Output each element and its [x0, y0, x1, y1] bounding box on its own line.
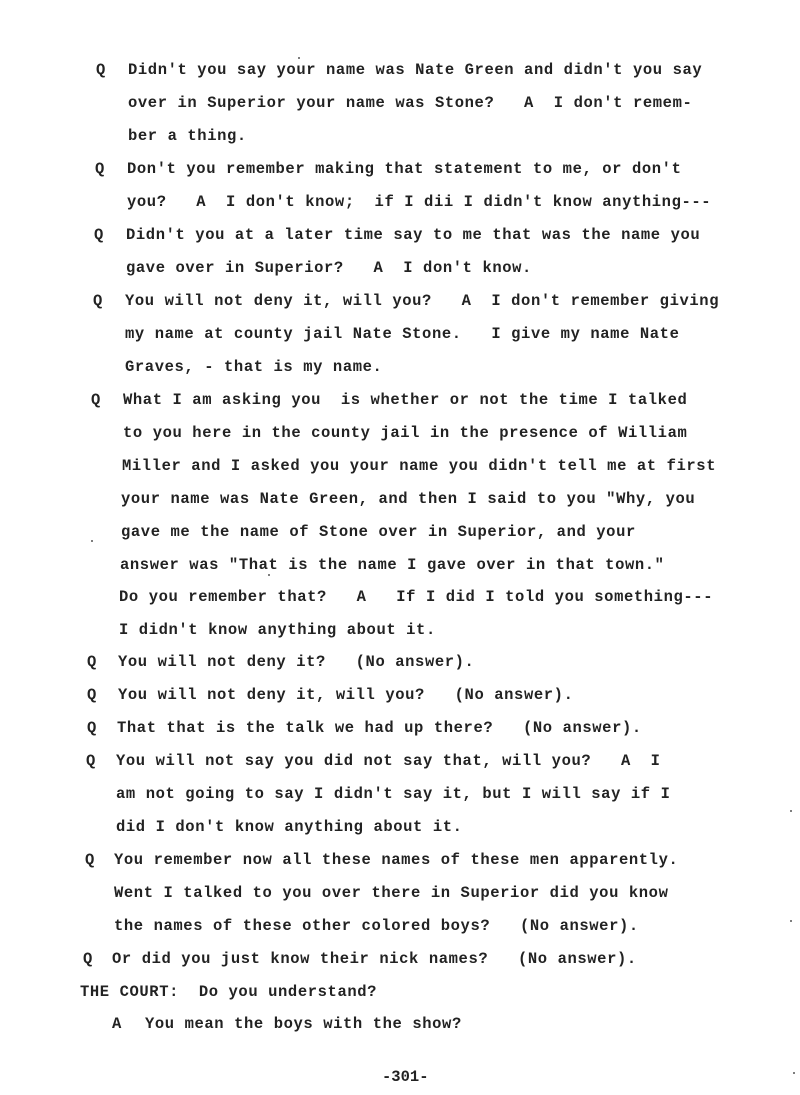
transcript-line: Do you remember that? A If I did I told you something---: [119, 588, 714, 606]
transcript-line: am not going to say I didn't say it, but I will say if I: [116, 785, 671, 803]
speaker-marker: Q: [87, 653, 97, 671]
speaker-marker: Q: [87, 686, 97, 704]
transcript-line: You will not say you did not say that, will you? A I: [116, 752, 661, 770]
speaker-marker: Q: [85, 851, 95, 869]
speaker-marker: Q: [96, 61, 106, 79]
scan-speck: [268, 574, 270, 576]
transcript-line: gave me the name of Stone over in Superior, and your: [121, 523, 636, 541]
transcript-line: You will not deny it, will you? (No answer).: [118, 686, 574, 704]
transcript-line: Graves, - that is my name.: [125, 358, 383, 376]
scan-speck: [91, 540, 93, 542]
transcript-line: the names of these other colored boys? (No answer).: [114, 917, 639, 935]
transcript-line: answer was "That is the name I gave over in that town.": [120, 556, 665, 574]
transcript-line: you? A I don't know; if I dii I didn't know anything---: [127, 193, 712, 211]
transcript-line: Don't you remember making that statement to me, or don't: [127, 160, 682, 178]
transcript-line: gave over in Superior? A I don't know.: [126, 259, 532, 277]
transcript-line: Or did you just know their nick names? (No answer).: [112, 950, 637, 968]
transcript-line: Went I talked to you over there in Superior did you know: [114, 884, 669, 902]
transcript-line: did I don't know anything about it.: [116, 818, 463, 836]
court-line: THE COURT: Do you understand?: [80, 983, 378, 1001]
transcript-line: I didn't know anything about it.: [119, 621, 436, 639]
speaker-marker: Q: [95, 160, 105, 178]
transcript-line: You mean the boys with the show?: [145, 1015, 462, 1033]
speaker-marker: Q: [87, 719, 97, 737]
scan-speck: [793, 1072, 795, 1074]
transcript-line: Didn't you at a later time say to me that was the name you: [126, 226, 701, 244]
transcript-line: You will not deny it? (No answer).: [118, 653, 475, 671]
transcript-line: ber a thing.: [128, 127, 247, 145]
speaker-marker: Q: [93, 292, 103, 310]
transcript-line: You remember now all these names of these men apparently.: [114, 851, 679, 869]
transcript-line: over in Superior your name was Stone? A I don't remem-: [128, 94, 693, 112]
speaker-marker: Q: [91, 391, 101, 409]
scan-speck: [298, 57, 300, 59]
transcript-line: my name at county jail Nate Stone. I give my name Nate: [125, 325, 680, 343]
transcript-line: What I am asking you is whether or not the time I talked: [123, 391, 688, 409]
speaker-marker: Q: [86, 752, 96, 770]
speaker-marker: A: [112, 1015, 122, 1033]
transcript-line: That that is the talk we had up there? (No answer).: [117, 719, 642, 737]
scan-speck: [790, 810, 792, 812]
transcript-line: You will not deny it, will you? A I don't remember giving: [125, 292, 720, 310]
transcript-line: Didn't you say your name was Nate Green and didn't you say: [128, 61, 703, 79]
transcript-line: your name was Nate Green, and then I said to you "Why, you: [121, 490, 696, 508]
speaker-marker: Q: [94, 226, 104, 244]
scan-speck: [790, 920, 792, 922]
page-number: -301-: [382, 1068, 429, 1086]
transcript-line: Miller and I asked you your name you didn't tell me at first: [122, 457, 717, 475]
speaker-marker: Q: [83, 950, 93, 968]
transcript-line: to you here in the county jail in the presence of William: [123, 424, 688, 442]
